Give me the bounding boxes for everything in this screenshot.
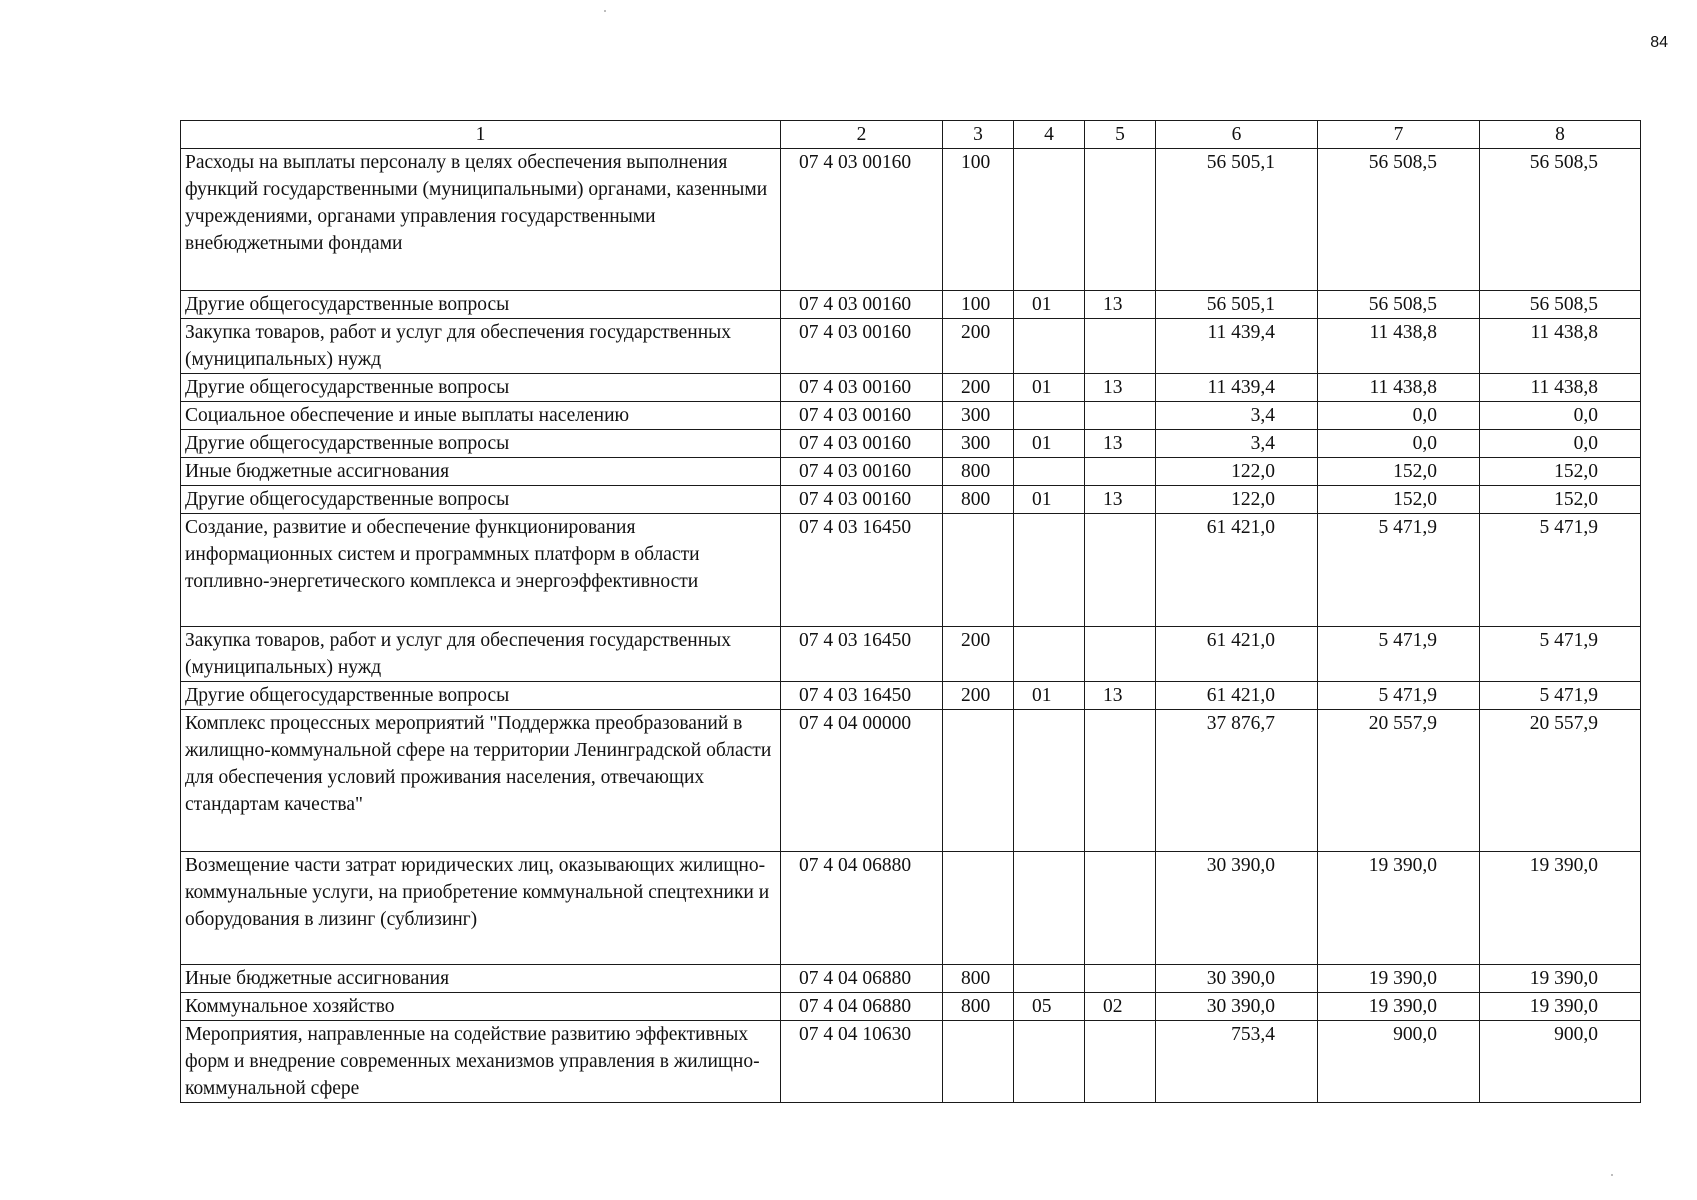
cell-amount-col7: 19 390,0 [1318, 965, 1480, 993]
cell-amount-col6: 61 421,0 [1156, 627, 1318, 682]
cell-section [1014, 402, 1085, 430]
table-row [181, 627, 1641, 682]
cell-section: 01 [1014, 291, 1085, 319]
cell-amount-col7: 56 508,5 [1318, 291, 1480, 319]
cell-target-code: 07 4 03 16450 [781, 627, 943, 682]
cell-subsection: 13 [1085, 430, 1156, 458]
table-row [181, 458, 1641, 486]
cell-section [1014, 458, 1085, 486]
cell-subsection [1085, 514, 1156, 627]
cell-expense-type: 800 [943, 965, 1014, 993]
cell-subsection: 13 [1085, 374, 1156, 402]
cell-section [1014, 710, 1085, 852]
header-cell: 4 [1014, 121, 1085, 149]
cell-target-code: 07 4 03 00160 [781, 319, 943, 374]
cell-amount-col8: 152,0 [1480, 486, 1641, 514]
cell-expense-type [943, 1021, 1014, 1103]
cell-name: Мероприятия, направленные на содействие развитию эффективных форм и внедрение современных механизмов управления в жилищно-коммунальной сфере [181, 1021, 781, 1103]
table-row [181, 486, 1641, 514]
cell-amount-col7: 5 471,9 [1318, 627, 1480, 682]
cell-amount-col8: 56 508,5 [1480, 149, 1641, 291]
cell-target-code: 07 4 03 16450 [781, 682, 943, 710]
cell-section: 01 [1014, 430, 1085, 458]
cell-target-code: 07 4 03 00160 [781, 291, 943, 319]
cell-subsection [1085, 1021, 1156, 1103]
cell-name: Иные бюджетные ассигнования [181, 965, 781, 993]
cell-section: 01 [1014, 486, 1085, 514]
cell-target-code: 07 4 04 00000 [781, 710, 943, 852]
cell-expense-type: 800 [943, 993, 1014, 1021]
cell-amount-col7: 5 471,9 [1318, 682, 1480, 710]
cell-amount-col6: 30 390,0 [1156, 852, 1318, 965]
cell-subsection: 13 [1085, 291, 1156, 319]
cell-amount-col6: 11 439,4 [1156, 319, 1318, 374]
cell-expense-type: 200 [943, 627, 1014, 682]
cell-name: Закупка товаров, работ и услуг для обеспечения государственных (муниципальных) нужд [181, 319, 781, 374]
cell-amount-col8: 5 471,9 [1480, 514, 1641, 627]
page-number: 84 [1650, 34, 1668, 51]
cell-expense-type: 300 [943, 430, 1014, 458]
cell-name: Создание, развитие и обеспечение функционирования информационных систем и программных платформ в области топливно-энергетического комплекса и энергоэффективности [181, 514, 781, 627]
cell-name: Другие общегосударственные вопросы [181, 374, 781, 402]
cell-amount-col8: 19 390,0 [1480, 852, 1641, 965]
cell-amount-col8: 900,0 [1480, 1021, 1641, 1103]
cell-amount-col7: 19 390,0 [1318, 993, 1480, 1021]
cell-target-code: 07 4 03 16450 [781, 514, 943, 627]
cell-target-code: 07 4 04 10630 [781, 1021, 943, 1103]
cell-amount-col6: 56 505,1 [1156, 149, 1318, 291]
cell-subsection [1085, 965, 1156, 993]
cell-subsection [1085, 319, 1156, 374]
cell-target-code: 07 4 03 00160 [781, 149, 943, 291]
cell-section: 01 [1014, 682, 1085, 710]
table-row [181, 291, 1641, 319]
cell-expense-type: 800 [943, 486, 1014, 514]
cell-amount-col8: 152,0 [1480, 458, 1641, 486]
cell-amount-col7: 11 438,8 [1318, 319, 1480, 374]
cell-name: Закупка товаров, работ и услуг для обеспечения государственных (муниципальных) нужд [181, 627, 781, 682]
cell-subsection [1085, 402, 1156, 430]
cell-amount-col8: 0,0 [1480, 402, 1641, 430]
cell-section [1014, 965, 1085, 993]
cell-amount-col6: 3,4 [1156, 430, 1318, 458]
cell-amount-col7: 0,0 [1318, 402, 1480, 430]
cell-amount-col8: 11 438,8 [1480, 319, 1641, 374]
cell-expense-type [943, 710, 1014, 852]
cell-expense-type: 200 [943, 682, 1014, 710]
cell-expense-type: 100 [943, 291, 1014, 319]
table-row [181, 1021, 1641, 1103]
cell-expense-type [943, 514, 1014, 627]
cell-target-code: 07 4 03 00160 [781, 486, 943, 514]
table-body [181, 149, 1641, 1103]
header-cell: 5 [1085, 121, 1156, 149]
cell-amount-col8: 56 508,5 [1480, 291, 1641, 319]
table-row [181, 514, 1641, 627]
cell-amount-col8: 0,0 [1480, 430, 1641, 458]
cell-amount-col6: 753,4 [1156, 1021, 1318, 1103]
cell-amount-col8: 20 557,9 [1480, 710, 1641, 852]
budget-table [180, 120, 1641, 1103]
table-row [181, 993, 1641, 1021]
cell-subsection: 13 [1085, 682, 1156, 710]
cell-amount-col7: 19 390,0 [1318, 852, 1480, 965]
cell-amount-col8: 19 390,0 [1480, 965, 1641, 993]
table-row [181, 710, 1641, 852]
table-row [181, 319, 1641, 374]
table-row [181, 682, 1641, 710]
header-cell: 8 [1480, 121, 1641, 149]
cell-subsection [1085, 149, 1156, 291]
cell-section [1014, 852, 1085, 965]
cell-amount-col8: 5 471,9 [1480, 682, 1641, 710]
cell-expense-type [943, 852, 1014, 965]
cell-name: Социальное обеспечение и иные выплаты населению [181, 402, 781, 430]
cell-amount-col7: 20 557,9 [1318, 710, 1480, 852]
cell-subsection [1085, 852, 1156, 965]
cell-amount-col6: 11 439,4 [1156, 374, 1318, 402]
table-row [181, 852, 1641, 965]
cell-name: Возмещение части затрат юридических лиц, оказывающих жилищно-коммунальные услуги, на приобретение коммунальной спецтехники и оборудования в лизинг (сублизинг) [181, 852, 781, 965]
cell-target-code: 07 4 03 00160 [781, 374, 943, 402]
header-cell: 7 [1318, 121, 1480, 149]
cell-amount-col7: 0,0 [1318, 430, 1480, 458]
cell-section [1014, 1021, 1085, 1103]
cell-subsection [1085, 627, 1156, 682]
cell-name: Другие общегосударственные вопросы [181, 430, 781, 458]
cell-expense-type: 100 [943, 149, 1014, 291]
scan-speck [604, 10, 606, 12]
cell-target-code: 07 4 03 00160 [781, 458, 943, 486]
cell-section [1014, 627, 1085, 682]
cell-amount-col7: 11 438,8 [1318, 374, 1480, 402]
cell-amount-col6: 61 421,0 [1156, 682, 1318, 710]
cell-name: Иные бюджетные ассигнования [181, 458, 781, 486]
cell-name: Расходы на выплаты персоналу в целях обеспечения выполнения функций государственными (муниципальными) органами, казенными учреждениями, органами управления государственными внебюджетными фондами [181, 149, 781, 291]
cell-amount-col6: 30 390,0 [1156, 965, 1318, 993]
cell-amount-col6: 122,0 [1156, 486, 1318, 514]
cell-subsection [1085, 458, 1156, 486]
header-cell: 1 [181, 121, 781, 149]
cell-amount-col7: 5 471,9 [1318, 514, 1480, 627]
cell-section: 01 [1014, 374, 1085, 402]
cell-amount-col8: 5 471,9 [1480, 627, 1641, 682]
cell-section [1014, 149, 1085, 291]
cell-amount-col7: 56 508,5 [1318, 149, 1480, 291]
cell-amount-col7: 900,0 [1318, 1021, 1480, 1103]
cell-subsection: 13 [1085, 486, 1156, 514]
cell-name: Другие общегосударственные вопросы [181, 682, 781, 710]
cell-name: Другие общегосударственные вопросы [181, 291, 781, 319]
cell-amount-col6: 3,4 [1156, 402, 1318, 430]
header-cell: 2 [781, 121, 943, 149]
cell-target-code: 07 4 04 06880 [781, 852, 943, 965]
cell-amount-col6: 56 505,1 [1156, 291, 1318, 319]
cell-subsection: 02 [1085, 993, 1156, 1021]
cell-target-code: 07 4 04 06880 [781, 993, 943, 1021]
cell-name: Коммунальное хозяйство [181, 993, 781, 1021]
cell-expense-type: 300 [943, 402, 1014, 430]
cell-subsection [1085, 710, 1156, 852]
cell-expense-type: 200 [943, 319, 1014, 374]
cell-amount-col8: 19 390,0 [1480, 993, 1641, 1021]
table-row [181, 374, 1641, 402]
cell-section [1014, 319, 1085, 374]
table-row [181, 149, 1641, 291]
cell-amount-col6: 122,0 [1156, 458, 1318, 486]
cell-amount-col6: 37 876,7 [1156, 710, 1318, 852]
cell-amount-col6: 30 390,0 [1156, 993, 1318, 1021]
cell-name: Другие общегосударственные вопросы [181, 486, 781, 514]
cell-section: 05 [1014, 993, 1085, 1021]
cell-amount-col8: 11 438,8 [1480, 374, 1641, 402]
cell-name: Комплекс процессных мероприятий "Поддержка преобразований в жилищно-коммунальной сфере на территории Ленинградской области для обеспечения условий проживания населения, отвечающих стандартам качества" [181, 710, 781, 852]
scan-speck [1611, 1174, 1613, 1176]
cell-amount-col6: 61 421,0 [1156, 514, 1318, 627]
header-cell: 6 [1156, 121, 1318, 149]
header-cell: 3 [943, 121, 1014, 149]
cell-amount-col7: 152,0 [1318, 458, 1480, 486]
cell-expense-type: 800 [943, 458, 1014, 486]
cell-amount-col7: 152,0 [1318, 486, 1480, 514]
cell-section [1014, 514, 1085, 627]
cell-target-code: 07 4 03 00160 [781, 430, 943, 458]
header-row [181, 121, 1641, 149]
table-row [181, 402, 1641, 430]
cell-target-code: 07 4 04 06880 [781, 965, 943, 993]
table-row [181, 430, 1641, 458]
cell-expense-type: 200 [943, 374, 1014, 402]
cell-target-code: 07 4 03 00160 [781, 402, 943, 430]
budget-table-container [180, 120, 1640, 1103]
table-row [181, 965, 1641, 993]
